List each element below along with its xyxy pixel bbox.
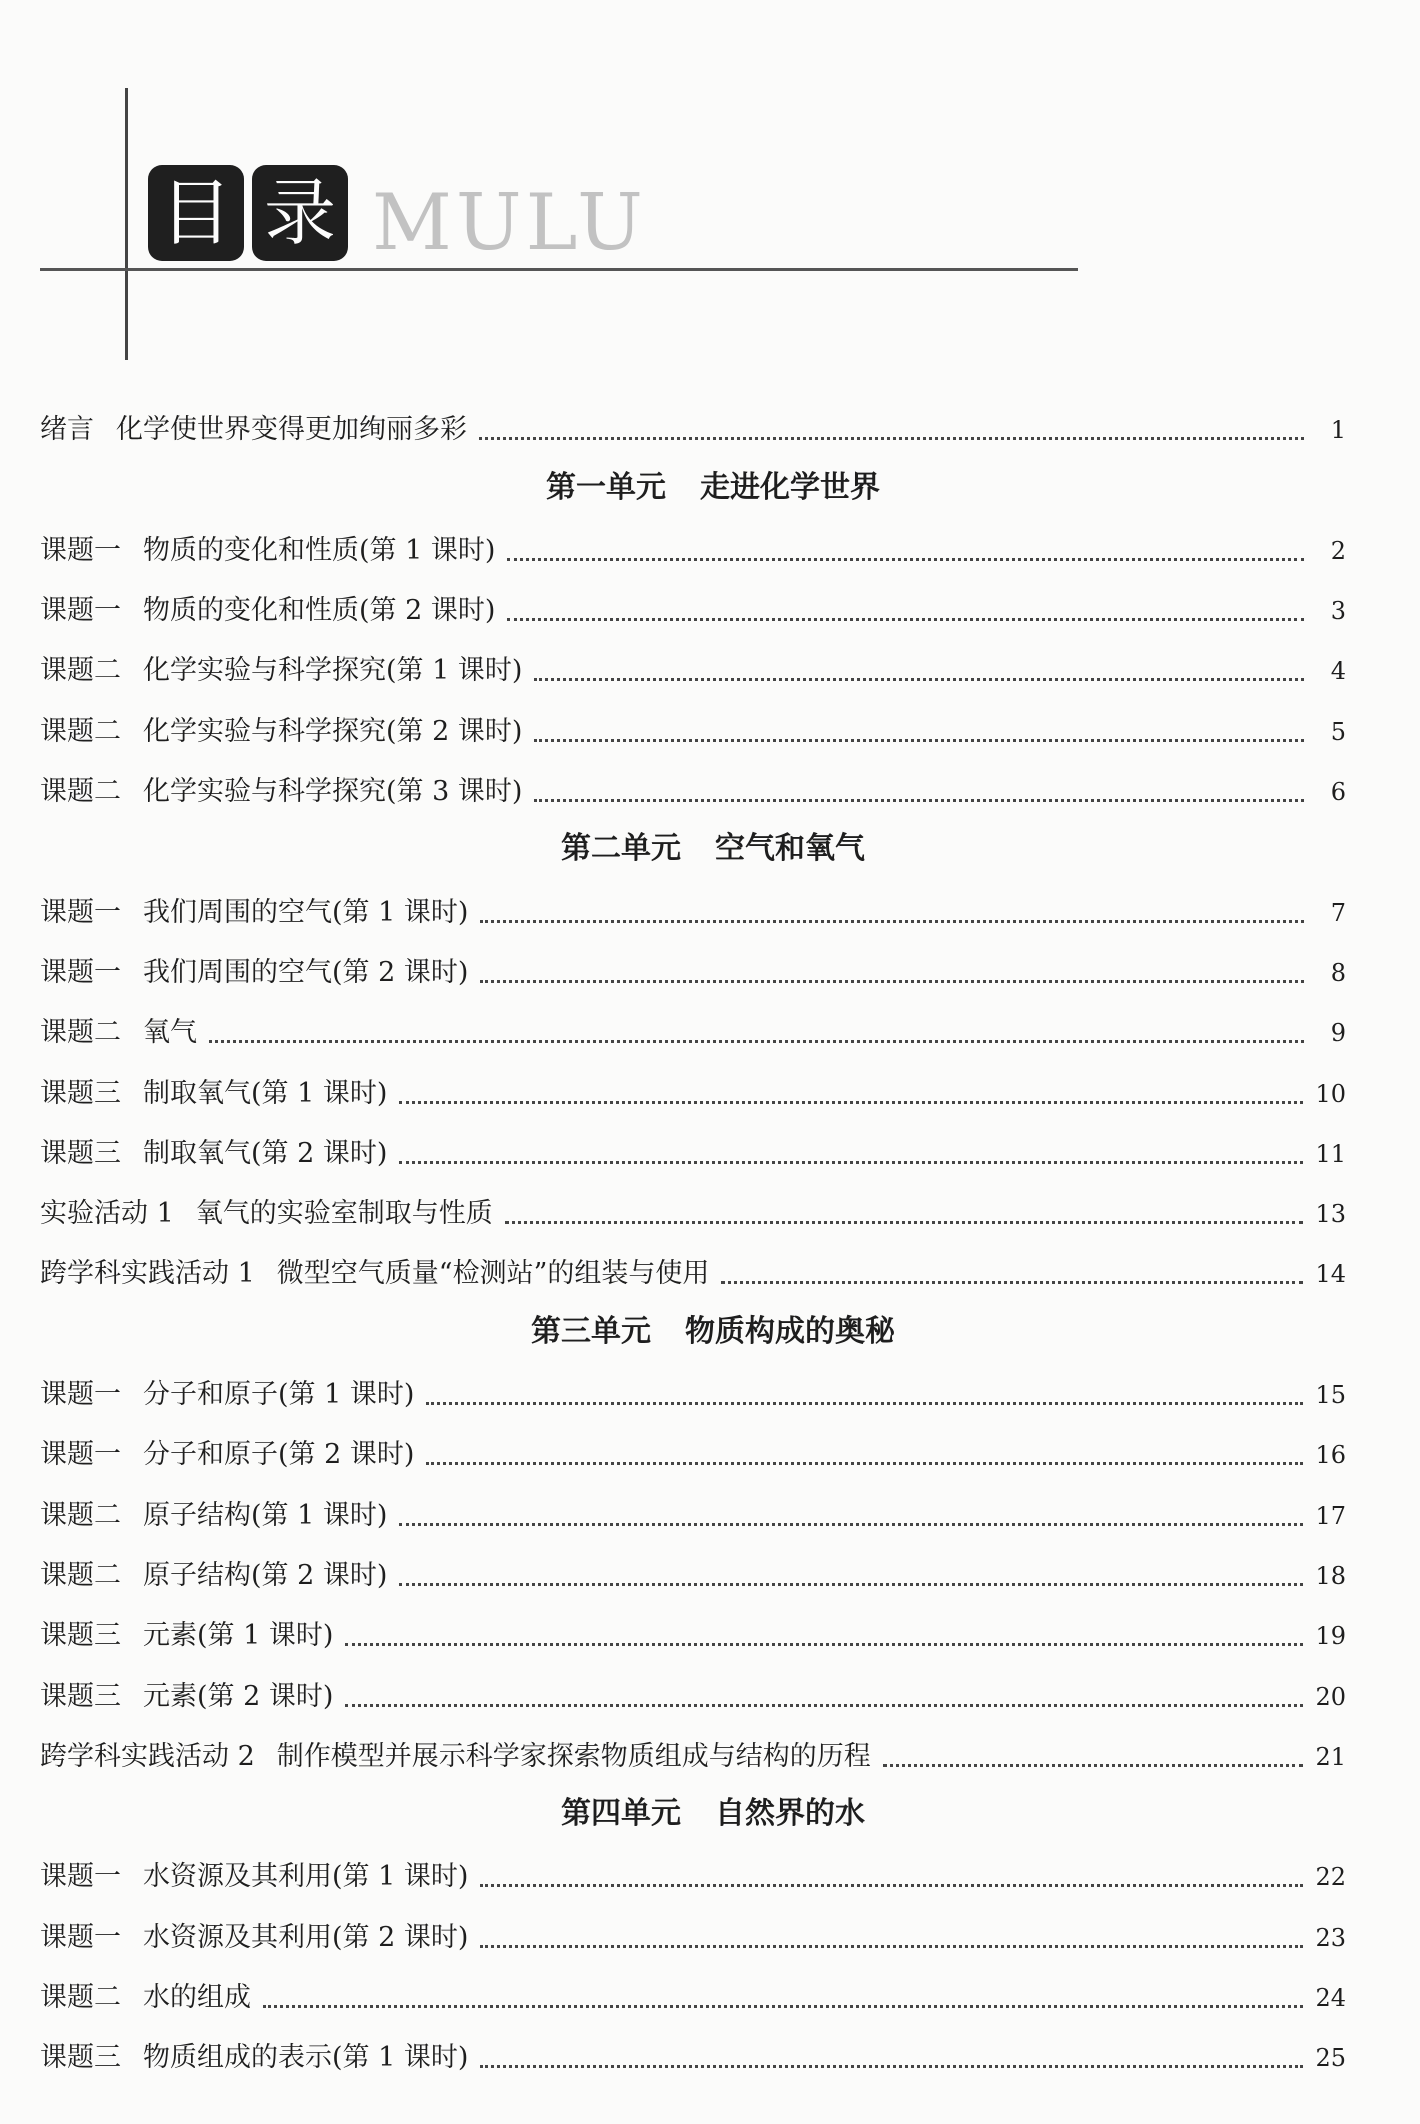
entry-prefix: 课题二 — [40, 715, 121, 747]
toc-entry[interactable] — [40, 874, 1346, 934]
entry-label — [40, 1134, 387, 1174]
toc-entry[interactable] — [40, 513, 1346, 573]
entry-prefix: 课题一 — [40, 896, 121, 928]
entry-label — [40, 651, 522, 691]
title-char-2: 录 — [263, 171, 336, 255]
dot-leader — [534, 739, 1304, 742]
page-number: 23 — [1315, 1923, 1346, 1952]
entry-title: 原子结构(第 2 课时) — [143, 1559, 388, 1591]
toc-entry[interactable] — [40, 1658, 1346, 1718]
title-char-box-2 — [252, 165, 348, 261]
entry-prefix: 跨学科实践活动 1 — [40, 1258, 255, 1290]
toc-entry[interactable] — [40, 1598, 1346, 1658]
page-number: 13 — [1315, 1200, 1346, 1229]
entry-prefix: 课题三 — [40, 1077, 121, 1109]
dot-leader — [209, 1040, 1304, 1043]
table-of-contents — [40, 392, 1346, 2080]
toc-entry[interactable] — [40, 1477, 1346, 1537]
dot-leader — [507, 558, 1304, 561]
entry-title: 水资源及其利用(第 1 课时) — [143, 1861, 469, 1893]
page-number: 25 — [1315, 2044, 1346, 2073]
page-number: 3 — [1330, 597, 1346, 626]
entry-title: 物质的变化和性质(第 1 课时) — [143, 534, 496, 566]
entry-title: 水的组成 — [143, 1982, 251, 2014]
entry-prefix: 课题一 — [40, 956, 121, 988]
entry-label — [40, 1375, 414, 1415]
entry-title: 分子和原子(第 2 课时) — [143, 1439, 415, 1471]
page-number: 6 — [1330, 778, 1346, 807]
dot-leader — [480, 920, 1304, 923]
toc-entry[interactable] — [40, 1116, 1346, 1176]
page-number: 11 — [1315, 1139, 1346, 1168]
entry-title: 元素(第 2 课时) — [143, 1680, 334, 1712]
dot-leader — [426, 1402, 1303, 1405]
title-latin: MULU — [372, 178, 647, 268]
toc-entry[interactable] — [40, 633, 1346, 693]
header-vertical-rule — [125, 88, 128, 360]
entry-title: 我们周围的空气(第 1 课时) — [143, 896, 469, 928]
entry-prefix: 课题一 — [40, 595, 121, 627]
page-number: 19 — [1315, 1622, 1346, 1651]
entry-prefix: 课题一 — [40, 534, 121, 566]
dot-leader — [399, 1523, 1303, 1526]
header-horizontal-rule — [40, 268, 1078, 271]
dot-leader — [479, 437, 1304, 440]
entry-title: 元素(第 1 课时) — [143, 1620, 334, 1652]
unit-heading — [40, 1779, 1346, 1839]
dot-leader — [345, 1643, 1303, 1646]
entry-title: 化学使世界变得更加绚丽多彩 — [116, 414, 467, 446]
dot-leader — [399, 1161, 1303, 1164]
page-number: 1 — [1330, 416, 1346, 445]
unit-title: 物质构成的奥秘 — [685, 1313, 895, 1349]
entry-label — [40, 953, 468, 993]
toc-entry[interactable] — [40, 2020, 1346, 2080]
toc-entry[interactable] — [40, 1055, 1346, 1115]
unit-number: 第二单元 — [561, 831, 681, 867]
entry-label — [40, 1194, 493, 1234]
entry-title: 氧气 — [143, 1017, 197, 1049]
entry-title: 原子结构(第 1 课时) — [143, 1499, 388, 1531]
page-number: 4 — [1330, 657, 1346, 686]
toc-entry[interactable] — [40, 1357, 1346, 1417]
page-number: 21 — [1315, 1742, 1346, 1771]
unit-title: 自然界的水 — [715, 1796, 865, 1832]
entry-prefix: 跨学科实践活动 2 — [40, 1740, 255, 1772]
entry-prefix: 课题一 — [40, 1861, 121, 1893]
entry-label — [40, 410, 467, 450]
entry-title: 制取氧气(第 2 课时) — [143, 1137, 388, 1169]
entry-title: 化学实验与科学探究(第 2 课时) — [143, 715, 523, 747]
page-number: 7 — [1330, 898, 1346, 927]
page-number: 17 — [1315, 1501, 1346, 1530]
entry-title: 制作模型并展示科学家探索物质组成与结构的历程 — [276, 1740, 871, 1772]
dot-leader — [263, 2005, 1303, 2008]
entry-prefix: 课题三 — [40, 1680, 121, 1712]
toc-entry[interactable] — [40, 573, 1346, 633]
entry-prefix: 课题三 — [40, 2042, 121, 2074]
entry-label — [40, 1254, 709, 1294]
entry-label — [40, 1677, 333, 1717]
dot-leader — [399, 1583, 1303, 1586]
toc-entry[interactable] — [40, 754, 1346, 814]
toc-entry[interactable] — [40, 392, 1346, 452]
toc-entry[interactable] — [40, 1960, 1346, 2020]
entry-title: 化学实验与科学探究(第 3 课时) — [143, 776, 523, 808]
entry-prefix: 课题一 — [40, 1921, 121, 1953]
entry-prefix: 课题一 — [40, 1379, 121, 1411]
page-number: 5 — [1330, 717, 1346, 746]
entry-label — [40, 1737, 871, 1777]
entry-label — [40, 1013, 197, 1053]
entry-prefix: 课题二 — [40, 1982, 121, 2014]
dot-leader — [507, 618, 1304, 621]
page-number: 9 — [1330, 1019, 1346, 1048]
dot-leader — [480, 1884, 1303, 1887]
page-number: 2 — [1330, 536, 1346, 565]
entry-label — [40, 712, 522, 752]
page-number: 10 — [1315, 1079, 1346, 1108]
entry-label — [40, 1616, 333, 1656]
dot-leader — [345, 1704, 1303, 1707]
unit-heading — [40, 452, 1346, 512]
entry-label — [40, 1556, 387, 1596]
dot-leader — [534, 799, 1304, 802]
page-number: 16 — [1315, 1441, 1346, 1470]
entry-title: 物质组成的表示(第 1 课时) — [143, 2042, 469, 2074]
page-number: 24 — [1315, 1984, 1346, 2013]
page-number: 20 — [1315, 1682, 1346, 1711]
entry-label — [40, 1857, 468, 1897]
dot-leader — [399, 1101, 1303, 1104]
entry-prefix: 绪言 — [40, 414, 94, 446]
toc-entry[interactable] — [40, 693, 1346, 753]
page-number: 8 — [1330, 958, 1346, 987]
entry-label — [40, 1918, 468, 1958]
dot-leader — [505, 1221, 1304, 1224]
entry-prefix: 课题一 — [40, 1439, 121, 1471]
toc-entry[interactable] — [40, 1538, 1346, 1598]
entry-prefix: 实验活动 1 — [40, 1198, 174, 1230]
entry-label — [40, 772, 522, 812]
title-char-box-1 — [148, 165, 244, 261]
entry-label — [40, 893, 468, 933]
entry-label — [40, 1074, 387, 1114]
entry-title: 水资源及其利用(第 2 课时) — [143, 1921, 469, 1953]
page-number: 14 — [1315, 1260, 1346, 1289]
dot-leader — [721, 1281, 1303, 1284]
dot-leader — [883, 1764, 1304, 1767]
dot-leader — [534, 678, 1304, 681]
entry-title: 分子和原子(第 1 课时) — [143, 1379, 415, 1411]
unit-number: 第一单元 — [546, 469, 666, 505]
entry-title: 我们周围的空气(第 2 课时) — [143, 956, 469, 988]
entry-prefix: 课题三 — [40, 1137, 121, 1169]
unit-number: 第三单元 — [531, 1313, 651, 1349]
entry-title: 物质的变化和性质(第 2 课时) — [143, 595, 496, 627]
entry-label — [40, 1496, 387, 1536]
entry-label — [40, 2038, 468, 2078]
dot-leader — [480, 980, 1304, 983]
entry-label — [40, 1978, 251, 2018]
unit-heading — [40, 1296, 1346, 1356]
unit-title: 空气和氧气 — [715, 831, 865, 867]
entry-title: 氧气的实验室制取与性质 — [195, 1198, 493, 1230]
entry-prefix: 课题三 — [40, 1620, 121, 1652]
entry-prefix: 课题二 — [40, 1499, 121, 1531]
entry-prefix: 课题二 — [40, 776, 121, 808]
page-number: 15 — [1315, 1381, 1346, 1410]
entry-prefix: 课题二 — [40, 1559, 121, 1591]
toc-entry[interactable] — [40, 1839, 1346, 1899]
toc-entry[interactable] — [40, 995, 1346, 1055]
dot-leader — [480, 2065, 1303, 2068]
toc-entry[interactable] — [40, 1417, 1346, 1477]
entry-title: 化学实验与科学探究(第 1 课时) — [143, 655, 523, 687]
entry-title: 微型空气质量“检测站”的组装与使用 — [276, 1258, 710, 1290]
toc-entry[interactable] — [40, 1236, 1346, 1296]
unit-number: 第四单元 — [561, 1796, 681, 1832]
toc-entry[interactable] — [40, 1719, 1346, 1779]
entry-title: 制取氧气(第 1 课时) — [143, 1077, 388, 1109]
entry-label — [40, 531, 495, 571]
dot-leader — [480, 1945, 1303, 1948]
toc-entry[interactable] — [40, 1899, 1346, 1959]
unit-heading — [40, 814, 1346, 874]
entry-label — [40, 1435, 414, 1475]
title-char-1: 目 — [159, 171, 232, 255]
toc-entry[interactable] — [40, 935, 1346, 995]
page-number: 18 — [1315, 1561, 1346, 1590]
entry-label — [40, 591, 495, 631]
entry-prefix: 课题二 — [40, 655, 121, 687]
page-number: 22 — [1315, 1863, 1346, 1892]
entry-prefix: 课题二 — [40, 1017, 121, 1049]
dot-leader — [426, 1462, 1303, 1465]
unit-title: 走进化学世界 — [700, 469, 880, 505]
toc-entry[interactable] — [40, 1176, 1346, 1236]
